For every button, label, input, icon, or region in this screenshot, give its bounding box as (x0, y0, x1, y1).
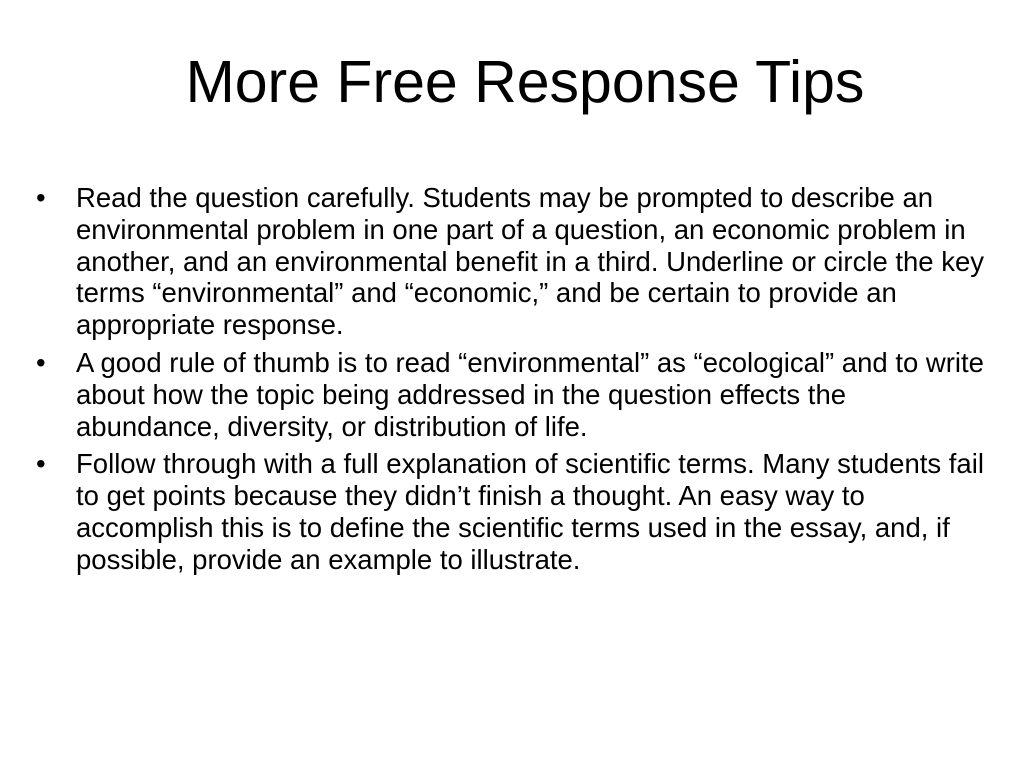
bullet-text: Read the question carefully. Students may be prompted to describe an environmental problem in one part of a question, an economic problem in another, and an environmental benefit in a third. Underline or circle the key terms “environmental” and “economic,” and be certain to provide an appropriate response. (76, 182, 985, 341)
bullet-item-follow-through (36, 448, 986, 575)
bullet-item-rule-of-thumb (36, 347, 986, 442)
bullet-icon: • (36, 182, 46, 213)
slide-title: More Free Response Tips (185, 49, 865, 115)
bullet-item-read-question (36, 182, 986, 341)
bullet-icon: • (36, 346, 46, 378)
bullet-list (36, 182, 986, 582)
bullet-text: A good rule of thumb is to read “environmental” as “ecological” and to write about how the topic being addressed in the question effects the abundance, diversity, or distribution of life. (76, 346, 984, 442)
bullet-text: Follow through with a full explanation of scientific terms. Many students fail to get points because they didn’t finish a thought. An easy way to accomplish this is to define the scientific terms used in the essay, and, if possible, provide an example to illustrate. (76, 448, 984, 575)
bullet-icon: • (36, 448, 46, 480)
